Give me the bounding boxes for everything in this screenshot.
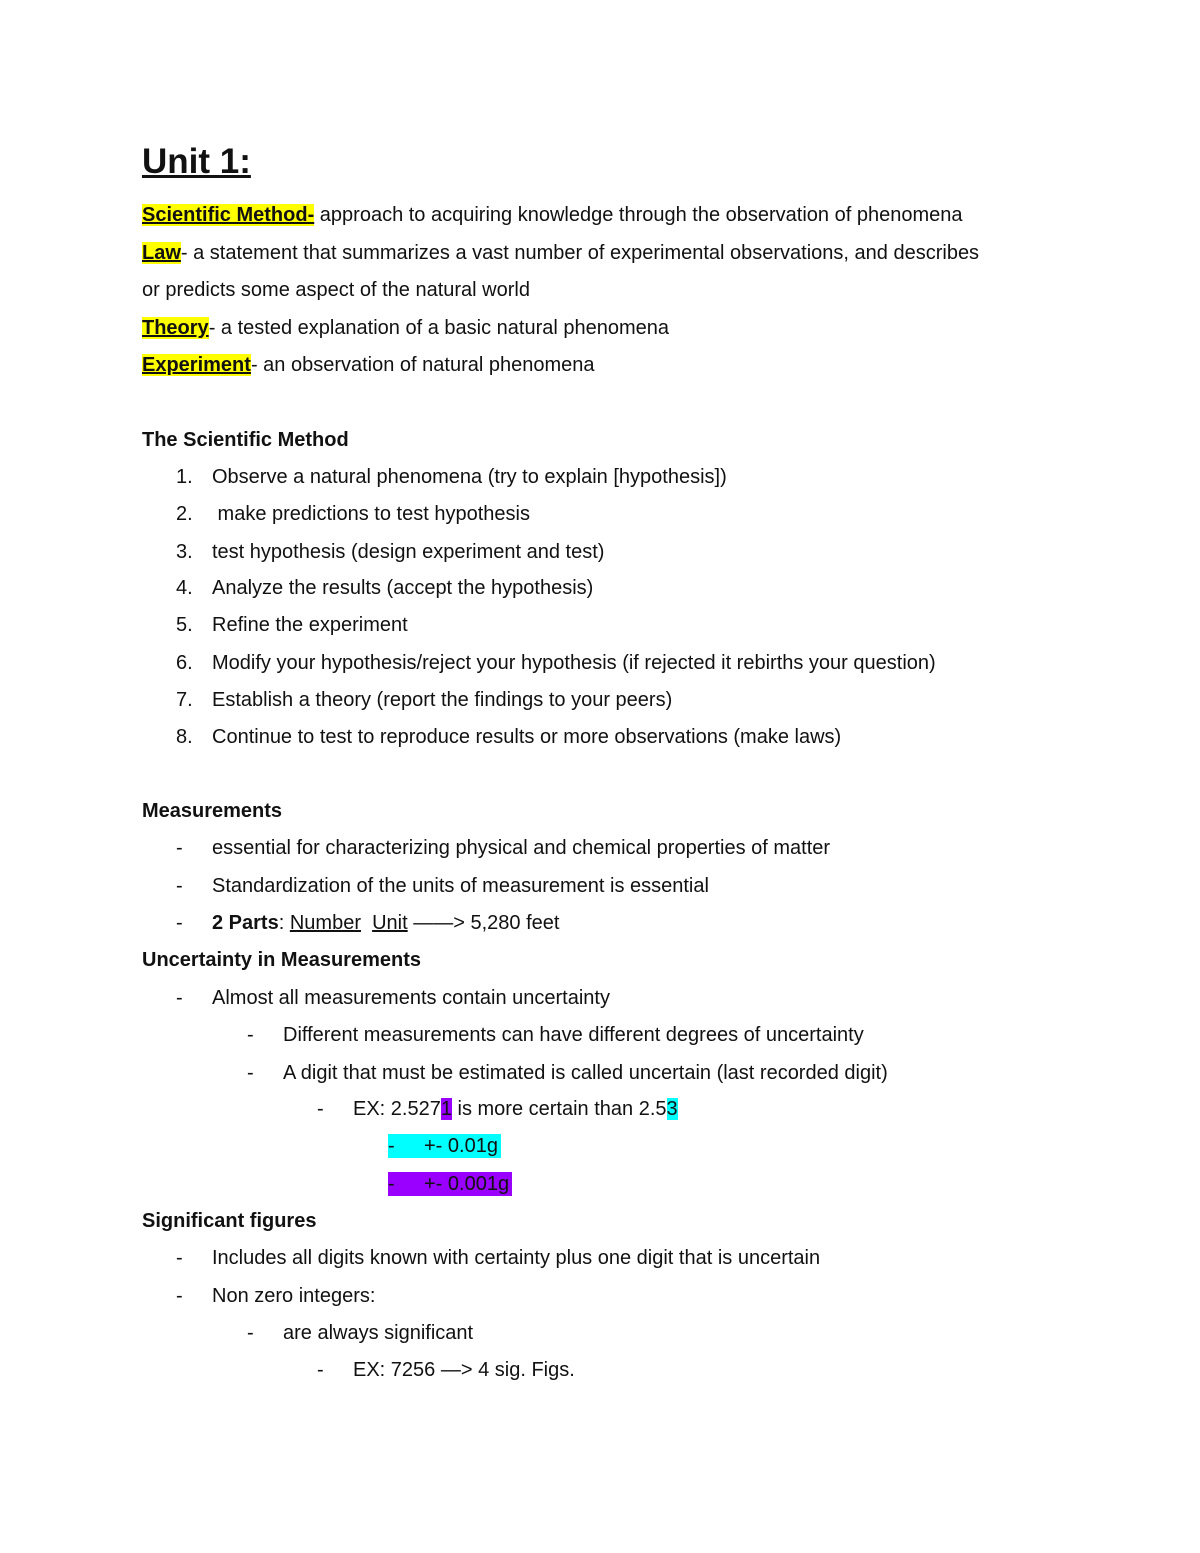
list-item: 8. Continue to test to reproduce results or more observations (make laws) xyxy=(176,726,842,748)
list-item: - Non zero integers: xyxy=(176,1285,376,1307)
definition-theory: Theory- a tested explanation of a basic natural phenomena xyxy=(142,317,669,339)
list-item: 4. Analyze the results (accept the hypothesis) xyxy=(176,577,594,599)
list-item: 1. Observe a natural phenomena (try to explain [hypothesis]) xyxy=(176,466,727,488)
term-law: Law xyxy=(142,242,181,264)
term-scientific-method: Scientific Method- xyxy=(142,204,315,226)
list-item: 3. test hypothesis (design experiment and test) xyxy=(176,541,605,563)
list-item: 7. Establish a theory (report the findings to your peers) xyxy=(176,689,673,711)
definition-scientific-method: Scientific Method- approach to acquiring knowledge through the observation of phenomena xyxy=(142,204,963,226)
term-experiment: Experiment xyxy=(142,354,251,376)
list-item-example: - EX: 7256 —> 4 sig. Figs. xyxy=(317,1359,575,1381)
list-item: - Different measurements can have different degrees of uncertainty xyxy=(247,1024,864,1046)
page-title: Unit 1: xyxy=(142,142,251,181)
list-item: - A digit that must be estimated is called uncertain (last recorded digit) xyxy=(247,1062,888,1084)
highlight-purple-line: - +- 0.001g xyxy=(388,1172,512,1196)
list-item: 6. Modify your hypothesis/reject your hypothesis (if rejected it rebirths your question) xyxy=(176,652,936,674)
list-item: 5. Refine the experiment xyxy=(176,614,408,636)
list-item-parts: - 2 Parts: Number Unit ——> 5,280 feet xyxy=(176,912,560,934)
highlight-uncertain-digit: 1 xyxy=(440,1098,452,1120)
section-heading-sig-figs: Significant figures xyxy=(142,1210,317,1232)
definition-experiment: Experiment- an observation of natural phenomena xyxy=(142,354,595,376)
list-item-example: - EX: 2.5271 is more certain than 2.53 xyxy=(317,1098,678,1120)
section-heading-measurements: Measurements xyxy=(142,800,283,822)
definition-law-continuation: or predicts some aspect of the natural world xyxy=(142,279,530,301)
section-heading-scientific-method: The Scientific Method xyxy=(142,429,349,451)
highlight-uncertain-digit: 3 xyxy=(666,1098,678,1120)
highlight-cyan-line: - +- 0.01g xyxy=(388,1134,501,1158)
list-item: - Almost all measurements contain uncertainty xyxy=(176,987,610,1009)
list-item: 2. make predictions to test hypothesis xyxy=(176,503,530,525)
list-item: - Includes all digits known with certainty plus one digit that is uncertain xyxy=(176,1247,821,1269)
list-item: - essential for characterizing physical and chemical properties of matter xyxy=(176,837,831,859)
list-item: - Standardization of the units of measurement is essential xyxy=(176,875,709,897)
section-heading-uncertainty: Uncertainty in Measurements xyxy=(142,949,421,971)
term-theory: Theory xyxy=(142,317,209,339)
definition-law: Law- a statement that summarizes a vast number of experimental observations, and describes xyxy=(142,242,980,264)
list-item: - are always significant xyxy=(247,1322,474,1344)
